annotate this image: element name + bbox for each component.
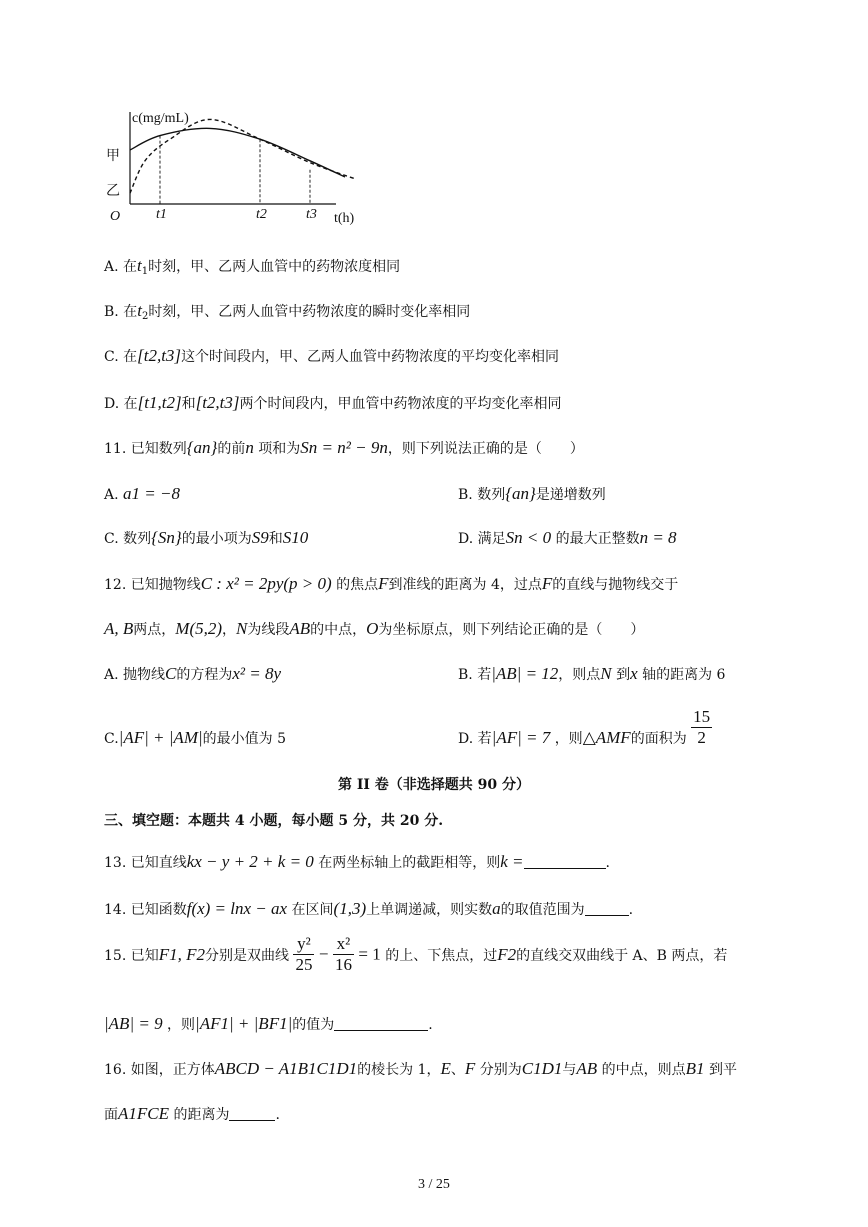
q15-line2: |AB| = 9 ，则|AF1| + |BF1|的值为 . xyxy=(104,1014,433,1033)
q11-option-a: A. a1 = −8 xyxy=(104,484,180,503)
var-t1: t xyxy=(137,256,142,275)
fraction-x2-over-16: $\frac{\text{x²}}{16}$ xyxy=(334,934,352,974)
q11-stem: 11. 已知数列{an}的前n 项和为Sn = n² − 9n，则下列说法正确的是（ ） xyxy=(104,438,584,457)
answer-blank-14[interactable] xyxy=(585,901,629,916)
q14: 14. 已知函数f(x) = lnx − ax 在区间(1,3)上单调递减，则实数a的取值范围为 . xyxy=(104,899,634,918)
q12-stem-line1: 12. 已知抛物线C : x² = 2py(p > 0) 的焦点F到准线的距离为 4，过点F的直线与抛物线交于 xyxy=(104,574,679,593)
x-tick-t2: t2 xyxy=(256,207,267,222)
y-axis-label: c(mg/mL) xyxy=(132,111,189,126)
q10-option-b: B. 在$t_2$时刻，甲、乙两人血管中药物浓度的瞬时变化率相同 xyxy=(104,301,471,322)
y-mark-yi: 乙 xyxy=(106,184,120,200)
q10-option-d: D. 在[t1,t2]和[t2,t3]两个时间段内，甲血管中药物浓度的平均变化率相同 xyxy=(104,393,562,412)
answer-blank-15[interactable] xyxy=(334,1016,428,1031)
q12-option-a: A. 抛物线C的方程为x² = 8y xyxy=(104,664,282,683)
q11-option-c: C. 数列{Sn}的最小项为S9和S10 xyxy=(104,528,309,547)
q12-option-b: B. 若|AB| = 12，则点N 到x 轴的距离为 6 xyxy=(458,664,726,683)
q16-line1: 16. 如图，正方体ABCD − A1B1C1D1的棱长为 1，E、F 分别为C1D1与AB 的中点，则点B1 到平 xyxy=(104,1059,737,1078)
q12-option-c: C.|AF| + |AM|的最小值为 5 xyxy=(104,728,287,747)
sum-formula: Sn = n² − 9n xyxy=(300,438,388,457)
answer-blank-16[interactable] xyxy=(229,1106,275,1121)
x-axis-label: t(h) xyxy=(334,211,355,226)
series-yi-curve xyxy=(130,119,355,193)
interval-t2-t3-d: [t2,t3] xyxy=(195,393,240,412)
q10-option-a: A. 在$t_1$时刻，甲、乙两人血管中的药物浓度相同 xyxy=(104,256,401,277)
q11-option-d: D. 满足Sn < 0 的最大正整数n = 8 xyxy=(458,528,677,547)
q10-option-c: C. 在[t2,t3]这个时间段内，甲、乙两人血管中药物浓度的平均变化率相同 xyxy=(104,346,560,365)
concentration-chart xyxy=(100,104,360,230)
origin-label: O xyxy=(110,209,121,224)
interval-t1-t2: [t1,t2] xyxy=(137,393,182,412)
interval-t2-t3: [t2,t3] xyxy=(137,346,182,365)
answer-blank-13[interactable] xyxy=(524,854,606,869)
q15-line1: 15. 已知F1, F2分别是双曲线 $\frac{\text{y²}}{25}$ − $\frac{\text{x²}}{16}$ = 1 的上、下焦点，过F2的直线交双曲线于 A、B 两点，若 xyxy=(104,934,728,974)
q13: 13. 已知直线kx − y + 2 + k = 0 在两坐标轴上的截距相等，则k = . xyxy=(104,852,610,871)
fraction-y2-over-25: $\frac{\text{y²}}{25}$ xyxy=(295,934,313,974)
page-number: 3 / 25 xyxy=(418,1177,450,1192)
var-t2: t xyxy=(137,301,142,320)
fraction-15-over-2: $\frac{15}{2}$ xyxy=(693,706,711,747)
y-mark-jia: 甲 xyxy=(106,149,120,164)
series-jia-curve xyxy=(130,128,345,177)
seq-an: {an} xyxy=(186,438,218,457)
q11-option-b: B. 数列{an}是递增数列 xyxy=(458,484,606,503)
q16-line2: 面A1FCE 的距离为 . xyxy=(104,1104,280,1123)
x-tick-t3: t3 xyxy=(306,207,317,222)
section3-title: 三、填空题：本题共 4 小题，每小题 5 分，共 20 分. xyxy=(104,813,444,829)
part2-title: 第 II 卷（非选择题共 90 分） xyxy=(337,777,531,793)
q12-option-d: D. 若|AF| = 7 ，则△AMF的面积为 $\frac{15}{2}$ xyxy=(458,706,711,747)
q12-stem-line2: A, B两点，M(5,2)，N为线段AB的中点，O为坐标原点，则下列结论正确的是（ ） xyxy=(104,619,645,638)
x-tick-t1: t1 xyxy=(156,207,167,222)
